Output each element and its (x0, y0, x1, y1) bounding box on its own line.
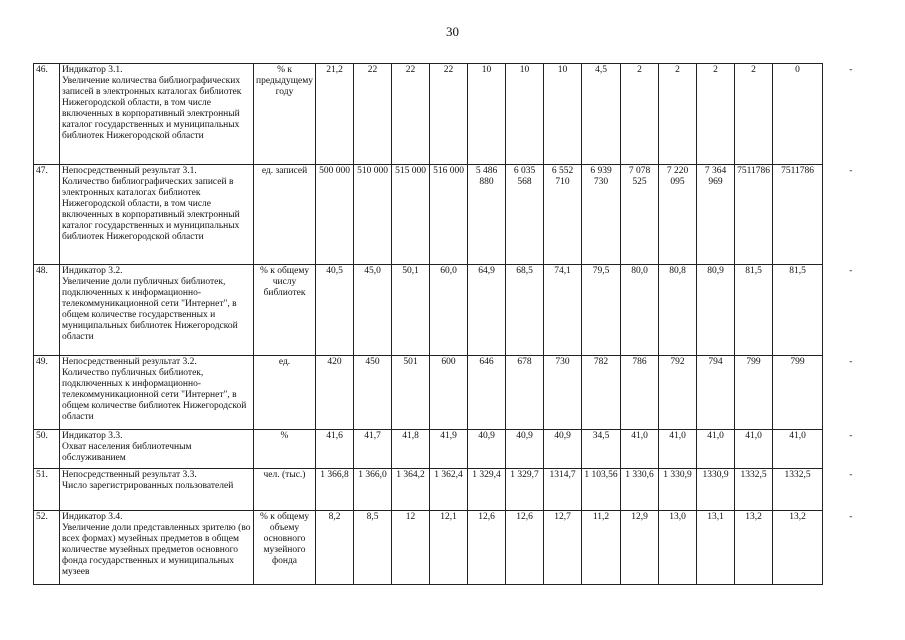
page-number: 30 (446, 24, 459, 39)
value-cell: 80,0 (621, 265, 659, 356)
value-cell: 13,2 (773, 511, 823, 585)
value-cell: 2 (697, 64, 735, 165)
unit-cell: % к предыдущему году (254, 64, 316, 165)
row-number: 50. (34, 430, 60, 469)
value-cell: 5 486 880 (468, 165, 506, 265)
value-cell: 40,9 (544, 430, 582, 469)
value-cell: 2 (659, 64, 697, 165)
value-cell: 516 000 (430, 165, 468, 265)
value-cell: 792 (659, 356, 697, 430)
value-cell: 40,5 (316, 265, 354, 356)
indicator-name: Непосредственный результат 3.3. Число зарегистрированных пользователей (60, 469, 254, 511)
value-cell: 6 035 568 (506, 165, 544, 265)
unit-cell: ед. (254, 356, 316, 430)
value-cell: 10 (544, 64, 582, 165)
value-cell: 510 000 (354, 165, 392, 265)
value-cell: 79,5 (582, 265, 621, 356)
value-cell: 41,6 (316, 430, 354, 469)
unit-cell: % (254, 430, 316, 469)
value-cell: 10 (468, 64, 506, 165)
value-cell: 11,2 (582, 511, 621, 585)
indicator-name: Непосредственный результат 3.1. Количество библиографических записей в электронных каталогах библиотек Нижегородской области, в том числе включенных в корпоративный электронный каталог государственных и муниципальных библиотек Нижегородской области (60, 165, 254, 265)
value-cell: 600 (430, 356, 468, 430)
value-cell: 13,0 (659, 511, 697, 585)
value-cell: 12,9 (621, 511, 659, 585)
value-cell: 1 364,2 (392, 469, 430, 511)
value-cell: 1332,5 (773, 469, 823, 511)
value-cell: 40,9 (506, 430, 544, 469)
indicator-name: Индикатор 3.3. Охват населения библиотечным обслуживанием (60, 430, 254, 469)
value-cell: 50,1 (392, 265, 430, 356)
value-cell: 12,7 (544, 511, 582, 585)
value-cell: 13,2 (735, 511, 773, 585)
value-cell: 40,9 (468, 430, 506, 469)
value-cell: 1330,9 (697, 469, 735, 511)
value-cell: 8,5 (354, 511, 392, 585)
table-row (34, 469, 879, 511)
value-cell: 12,6 (506, 511, 544, 585)
value-cell: 6 939 730 (582, 165, 621, 265)
value-cell: 2 (735, 64, 773, 165)
dash-cell: - (823, 64, 879, 165)
unit-cell: % к общему числу библиотек (254, 265, 316, 356)
row-number: 46. (34, 64, 60, 165)
value-cell: 6 552 710 (544, 165, 582, 265)
value-cell: 22 (354, 64, 392, 165)
value-cell: 60,0 (430, 265, 468, 356)
table-row (34, 64, 879, 165)
value-cell: 7 220 095 (659, 165, 697, 265)
value-cell: 786 (621, 356, 659, 430)
indicator-name: Индикатор 3.4. Увеличение доли представленных зрителю (во всех формах) музейных предметов в общем количестве музейных предметов основного фонда государственных и муниципальных музеев (60, 511, 254, 585)
value-cell: 13,1 (697, 511, 735, 585)
value-cell: 41,7 (354, 430, 392, 469)
value-cell: 799 (773, 356, 823, 430)
value-cell: 500 000 (316, 165, 354, 265)
value-cell: 12,1 (430, 511, 468, 585)
value-cell: 730 (544, 356, 582, 430)
value-cell: 22 (392, 64, 430, 165)
value-cell: 0 (773, 64, 823, 165)
unit-cell: чел. (тыс.) (254, 469, 316, 511)
value-cell: 74,1 (544, 265, 582, 356)
row-number: 49. (34, 356, 60, 430)
value-cell: 41,0 (735, 430, 773, 469)
value-cell: 1332,5 (735, 469, 773, 511)
value-cell: 22 (430, 64, 468, 165)
value-cell: 799 (735, 356, 773, 430)
dash-cell: - (823, 356, 879, 430)
value-cell: 10 (506, 64, 544, 165)
value-cell: 450 (354, 356, 392, 430)
dash-cell: - (823, 511, 879, 585)
value-cell: 7511786 (773, 165, 823, 265)
value-cell: 1 330,6 (621, 469, 659, 511)
table-row (34, 356, 879, 430)
table-row (34, 430, 879, 469)
value-cell: 4,5 (582, 64, 621, 165)
row-number: 48. (34, 265, 60, 356)
value-cell: 1 362,4 (430, 469, 468, 511)
value-cell: 41,0 (659, 430, 697, 469)
value-cell: 8,2 (316, 511, 354, 585)
indicator-name: Непосредственный результат 3.2. Количество публичных библиотек, подключенных к информационно-телекоммуникационной сети "Интернет", в общем количестве библиотек Нижегородской области (60, 356, 254, 430)
unit-cell: % к общему объему основного музейного фонда (254, 511, 316, 585)
value-cell: 21,2 (316, 64, 354, 165)
value-cell: 1 329,7 (506, 469, 544, 511)
value-cell: 41,0 (621, 430, 659, 469)
value-cell: 41,0 (773, 430, 823, 469)
value-cell: 81,5 (773, 265, 823, 356)
value-cell: 7 078 525 (621, 165, 659, 265)
table-row (34, 165, 879, 265)
value-cell: 1 330,9 (659, 469, 697, 511)
value-cell: 1 366,8 (316, 469, 354, 511)
value-cell: 41,0 (697, 430, 735, 469)
dash-cell: - (823, 265, 879, 356)
value-cell: 794 (697, 356, 735, 430)
value-cell: 41,8 (392, 430, 430, 469)
value-cell: 68,5 (506, 265, 544, 356)
value-cell: 45,0 (354, 265, 392, 356)
value-cell: 81,5 (735, 265, 773, 356)
value-cell: 7511786 (735, 165, 773, 265)
value-cell: 80,9 (697, 265, 735, 356)
value-cell: 64,9 (468, 265, 506, 356)
value-cell: 501 (392, 356, 430, 430)
value-cell: 1 329,4 (468, 469, 506, 511)
value-cell: 34,5 (582, 430, 621, 469)
table-row (34, 511, 879, 585)
value-cell: 12 (392, 511, 430, 585)
value-cell: 515 000 (392, 165, 430, 265)
unit-cell: ед. записей (254, 165, 316, 265)
table-row (34, 265, 879, 356)
value-cell: 80,8 (659, 265, 697, 356)
value-cell: 12,6 (468, 511, 506, 585)
row-number: 51. (34, 469, 60, 511)
value-cell: 678 (506, 356, 544, 430)
value-cell: 1 366,0 (354, 469, 392, 511)
indicator-name: Индикатор 3.2. Увеличение доли публичных библиотек, подключенных к информационно-телекоммуникационной сети "Интернет", в общем количестве государственных и муниципальных библиотек Нижегородской области (60, 265, 254, 356)
row-number: 47. (34, 165, 60, 265)
value-cell: 782 (582, 356, 621, 430)
value-cell: 41,9 (430, 430, 468, 469)
value-cell: 2 (621, 64, 659, 165)
row-number: 52. (34, 511, 60, 585)
indicators-table (33, 63, 879, 585)
value-cell: 420 (316, 356, 354, 430)
dash-cell: - (823, 165, 879, 265)
value-cell: 1314,7 (544, 469, 582, 511)
indicator-name: Индикатор 3.1. Увеличение количества библиографических записей в электронных каталогах библиотек Нижегородской области, в том числе включенных в корпоративный электронный каталог государственных и муниципальных библиотек Нижегородской области (60, 64, 254, 165)
dash-cell: - (823, 469, 879, 511)
value-cell: 1 103,56 (582, 469, 621, 511)
dash-cell: - (823, 430, 879, 469)
value-cell: 7 364 969 (697, 165, 735, 265)
value-cell: 646 (468, 356, 506, 430)
